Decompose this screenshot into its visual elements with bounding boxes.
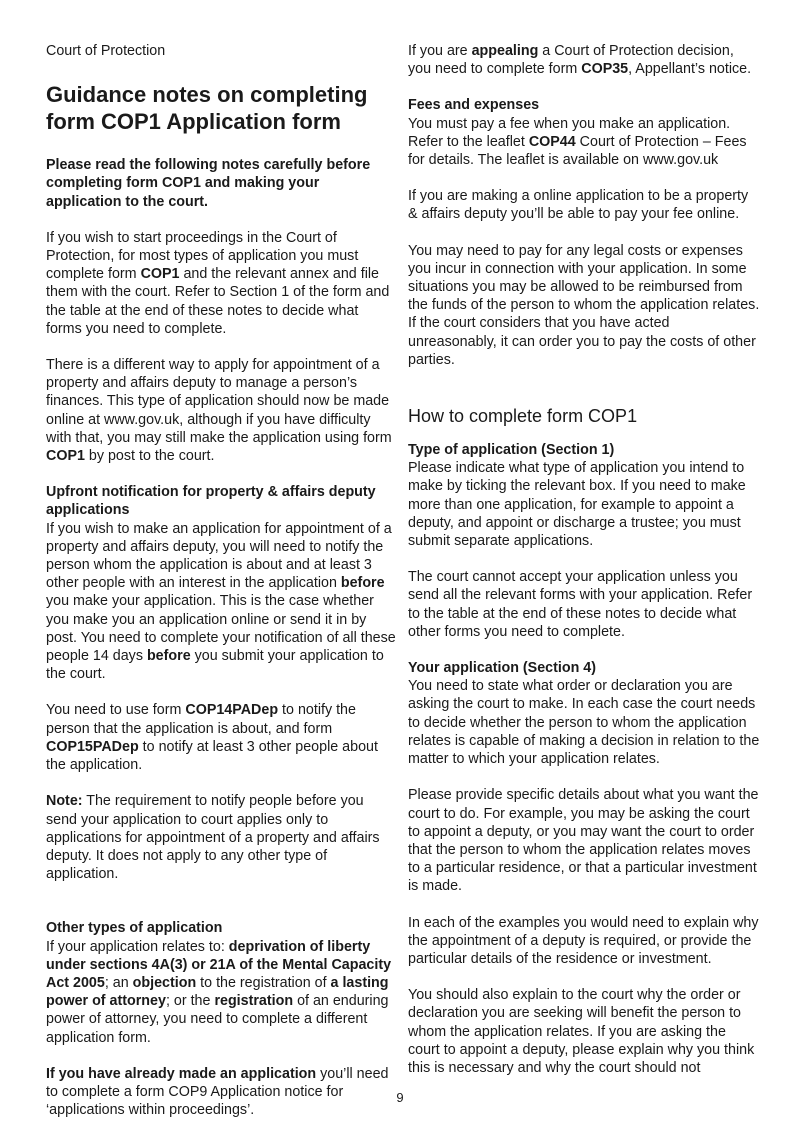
already-applied-paragraph: If you have already made an application you’ll need to complete a form COP9 Application notice for ‘applications within proceedings’. [46,1065,389,1119]
notification-forms-paragraph: You need to use form COP14PADep to notify the person that the application is about, and form COP15PADep to notify at least 3 other people about the application. [46,702,378,774]
left-column [46,42,396,1119]
page-title: Guidance notes on completing form COP1 Application form [46,82,368,135]
examples-paragraph: In each of the examples you would need to explain why the appointment of a deputy is required, or provide the particular details of the residence or investment. [408,914,759,967]
fees-heading: Fees and expenses [408,97,540,114]
benefit-explanation-paragraph: You should also explain to the court why the order or declaration you are seeking will benefit the person to whom the application relates. If you are asking the court to appoint a deputy, please explain why you think this is necessary and why the court should not [408,987,755,1076]
relevant-forms-paragraph: The court cannot accept your application unless you send all the relevant forms with your application. Refer to the table at the end of these notes to decide what other forms you need to complete. [408,569,753,640]
page-number: 9 [396,1090,404,1105]
your-application-paragraph: You need to state what order or declaration you are asking the court to make. In each case the court needs to decide whether the person to whom the application relates is capable of making a decision in relation to the matter to which your application relates. [408,678,760,768]
note-paragraph: Note: The requirement to notify people before you send your application to court applies only to applications for appointment of a property and affairs deputy. It does not apply to any other type of application. [46,793,380,883]
start-proceedings-paragraph: If you wish to start proceedings in the Court of Protection, for most types of application you must complete form COP1 and the relevant annex and file them with the court. Refer to Section 1 of the form and the table at the end of these notes to decide what forms you need to complete. [46,229,390,337]
how-to-complete-heading: How to complete form COP1 [408,406,638,427]
type-of-application-heading: Type of application (Section 1) [408,442,615,459]
right-column [408,42,760,1077]
online-fee-paragraph: If you are making a online application to be a property & affairs deputy you’ll be able to pay your fee online. [408,188,749,223]
upfront-notification-paragraph: If you wish to make an application for appointment of a property and affairs deputy, you will need to notify the person whom the application is about and at least 3 other people with an interest in the application before you make your application. This is the case whether you make you an application online or send it in by post. You need to complete your notification of all these people 14 days before you submit your application to the court. [46,520,396,683]
fees-paragraph: You must pay a fee when you make an application. Refer to the leaflet COP44 Court of Protection – Fees for details. The leaflet is available on www.gov.uk [408,115,747,169]
type-of-application-paragraph: Please indicate what type of application you intend to make by ticking the relevant box. If you need to make more than one application, for example to appoint a deputy, and appoint or discharge a trustee; you must submit separate applications. [408,460,746,550]
other-types-paragraph: If your application relates to: deprivation of liberty under sections 4A(3) or 21A of the Mental Capacity Act 2005; an objection to the registration of a lasting power of attorney; or the registration of an enduring power of attorney, you need to complete a different application form. [46,938,392,1046]
upfront-notification-heading: Upfront notification for property & affairs deputy applications [46,484,376,519]
specific-details-paragraph: Please provide specific details about what you want the court to do. For example, you may be asking the court to appoint a deputy, or you may want the court to order that the person to whom the application relates moves to a particular residence, or that a particular investment is made. [408,787,759,895]
running-header: Court of Protection [46,43,166,59]
appealing-paragraph: If you are appealing a Court of Protection decision, you need to complete form COP35, Appellant’s notice. [408,43,752,78]
other-types-heading: Other types of application [46,920,223,937]
intro-text: Please read the following notes carefully before completing form COP1 and making your application to the court. [46,157,371,210]
legal-costs-paragraph: You may need to pay for any legal costs or expenses you incur in connection with your application. In some situations you may be allowed to be reimbursed from the funds of the person to whom the application relates. If the court considers that you have acted unreasonably, it can order you to pay the costs of other parties. [408,242,760,368]
online-application-paragraph: There is a different way to apply for appointment of a property and affairs deputy to manage a person’s finances. This type of application should now be made online at www.gov.uk, although if you have difficulty with that, you may still make the application using form COP1 by post to the court. [46,357,392,465]
your-application-heading: Your application (Section 4) [408,660,596,677]
